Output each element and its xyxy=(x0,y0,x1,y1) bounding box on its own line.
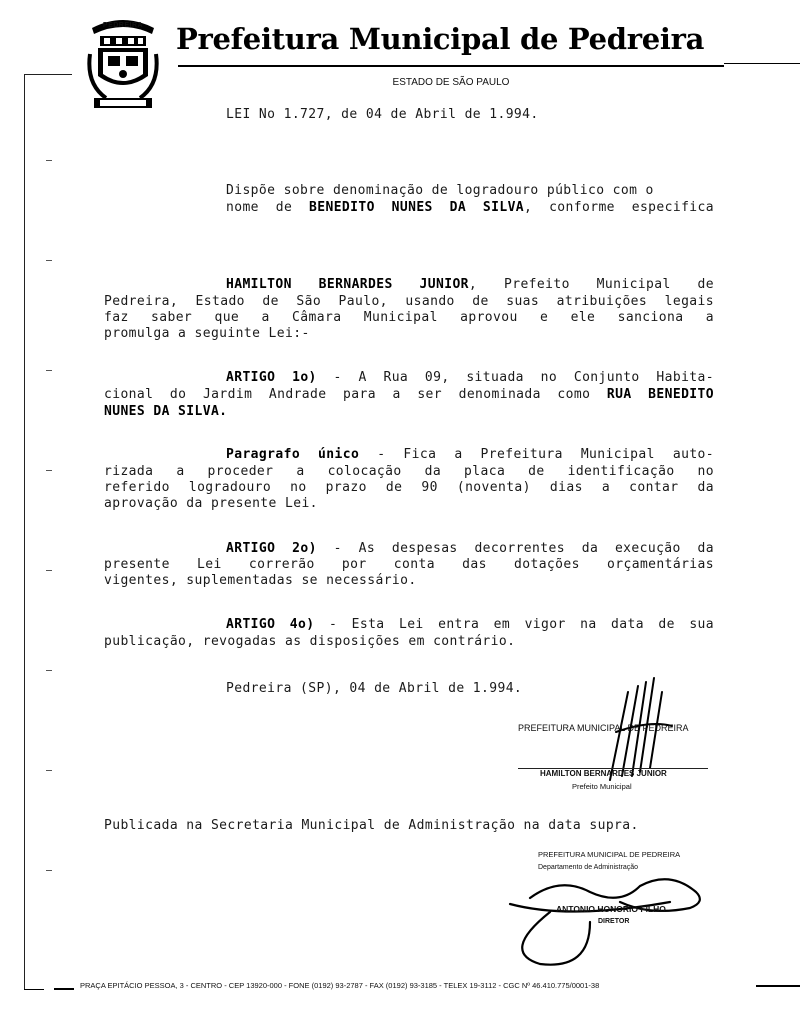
summary-line-2: nome de BENEDITO NUNES DA SILVA, conforme especifica xyxy=(226,200,714,215)
publication-note: Publicada na Secretaria Municipal de Administração na data supra. xyxy=(104,818,639,833)
summary-line-1: Dispõe sobre denominação de logradouro público com o xyxy=(226,183,654,198)
letterhead-state: ESTADO DE SÃO PAULO xyxy=(392,77,510,88)
left-margin-corner xyxy=(24,74,72,75)
margin-tick xyxy=(46,470,52,471)
article-4-line-2: publicação, revogadas as disposições em contrário. xyxy=(104,634,516,649)
article-2-line-2: presente Lei correrão por conta das dotações orçamentárias xyxy=(104,557,714,572)
footer-rule-right xyxy=(756,985,800,987)
article-2-line-1: ARTIGO 2o) - As despesas decorrentes da execução da xyxy=(226,541,714,556)
footer-rule-left xyxy=(24,989,44,990)
article-4-line-1: ARTIGO 4o) - Esta Lei entra em vigor na data de sua xyxy=(226,617,714,632)
letterhead-rule-extension xyxy=(724,63,800,64)
preamble-line-2: Pedreira, Estado de São Paulo, usando de suas atribuições legais xyxy=(104,294,714,309)
article-2-line-3: vigentes, suplementadas se necessário. xyxy=(104,573,417,588)
margin-tick xyxy=(46,670,52,671)
preamble-line-3: faz saber que a Câmara Municipal aprovou e ele sanciona a xyxy=(104,310,714,325)
footer-dash xyxy=(54,988,74,990)
director-department: Departamento de Administração xyxy=(538,864,638,871)
mayor-signature-org: PREFEITURA MUNICIPAL DE PEDREIRA xyxy=(518,723,689,733)
mayor-role: Prefeito Municipal xyxy=(572,782,632,791)
article-1-line-1: ARTIGO 1o) - A Rua 09, situada no Conjunto Habita- xyxy=(226,370,714,385)
margin-tick xyxy=(46,770,52,771)
margin-tick xyxy=(46,370,52,371)
margin-tick xyxy=(46,570,52,571)
municipal-crest-icon xyxy=(86,14,160,114)
preamble-line-1: HAMILTON BERNARDES JUNIOR, Prefeito Municipal de xyxy=(226,277,715,292)
mayor-name: HAMILTON BERNARDES JUNIOR xyxy=(540,769,667,778)
paragraph-line-4: aprovação da presente Lei. xyxy=(104,496,318,511)
article-1-line-2: cional do Jardim Andrade para a ser denominada como RUA BENEDITO xyxy=(104,387,714,402)
margin-tick xyxy=(46,160,52,161)
margin-tick xyxy=(46,870,52,871)
letterhead-title: Prefeitura Municipal de Pedreira xyxy=(176,22,705,56)
date-place: Pedreira (SP), 04 de Abril de 1.994. xyxy=(226,681,523,696)
paragraph-line-1: Paragrafo único - Fica a Prefeitura Municipal auto- xyxy=(226,447,714,462)
director-signature-icon xyxy=(470,862,720,970)
letterhead-rule xyxy=(178,65,724,67)
director-signature-org: PREFEITURA MUNICIPAL DE PEDREIRA xyxy=(538,850,681,859)
paragraph-line-3: referido logradouro no prazo de 90 (noventa) dias a contar da xyxy=(104,480,714,495)
footer-address: PRAÇA EPITÁCIO PESSOA, 3 - CENTRO - CEP 13920-000 - FONE (0192) 93-2787 - FAX (0192) 93-3185 - TELEX 19-3112 - CGC Nº 46.410.775/0001-38 xyxy=(80,981,600,990)
crest-caption: PEDREIRA xyxy=(102,22,144,29)
article-1-line-3: NUNES DA SILVA. xyxy=(104,404,228,419)
law-heading: LEI No 1.727, de 04 de Abril de 1.994. xyxy=(226,107,539,122)
director-name: ANTONIO HONORIO FILHO xyxy=(556,904,666,914)
left-margin-line xyxy=(24,74,25,990)
margin-tick xyxy=(46,260,52,261)
director-role: DIRETOR xyxy=(598,918,630,925)
paragraph-line-2: rizada a proceder a colocação da placa de identificação no xyxy=(104,464,714,479)
preamble-line-4: promulga a seguinte Lei:- xyxy=(104,326,310,341)
